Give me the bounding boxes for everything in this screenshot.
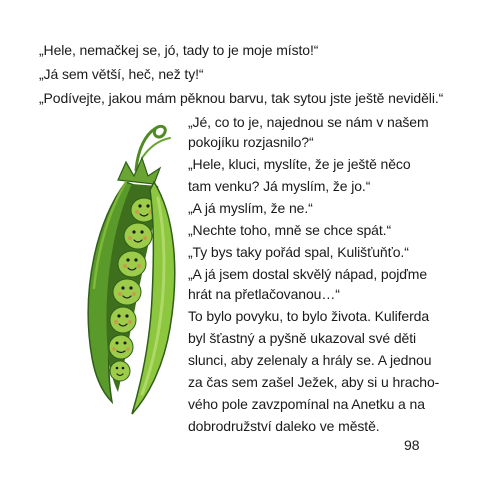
paragraph-line-3: slunci, aby zelenaly a hrály se. A jednou: [188, 352, 432, 368]
paragraph-line-1: To bylo povyku, to bylo života. Kuliferda: [188, 308, 430, 324]
dialogue-line-6: „Hele, kluci, myslíte, že je ještě něco: [188, 156, 411, 172]
dialogue-line-1: „Hele, nemačkej se, jó, tady to je moje místo!“: [39, 42, 319, 58]
paragraph-line-5: vého pole zavzpomínal na Anetku a na: [188, 396, 425, 412]
dialogue-line-12: hrát na přetlačovanou…“: [188, 286, 340, 302]
dialogue-line-11: „A já jsem dostal skvělý nápad, pojďme: [188, 266, 428, 282]
paragraph-line-4: za čas sem zašel Ježek, aby si u hracho-: [188, 374, 440, 390]
page-number: 98: [404, 437, 420, 453]
dialogue-line-2: „Já sem větší, heč, než ty!“: [39, 66, 204, 82]
paragraph-line-2: byl šťastný a pyšně ukazoval své děti: [188, 330, 417, 346]
paragraph-line-6: dobrodružství daleko ve městě.: [188, 418, 380, 434]
dialogue-line-10: „Ty bys taky pořád spal, Kulišťuňťo.“: [188, 244, 409, 260]
dialogue-line-5: pokojíku rozjasnilo?“: [188, 134, 314, 150]
dialogue-line-3: „Podívejte, jakou mám pěknou barvu, tak sytou jste ještě neviděli.“: [39, 90, 444, 106]
dialogue-line-7: tam venku? Já myslím, že jo.“: [188, 178, 371, 194]
dialogue-line-8: „A já myslím, že ne.“: [188, 200, 313, 216]
dialogue-line-4: „Jé, co to je, najednou se nám v našem: [188, 114, 429, 130]
pea-pod-illustration: [58, 118, 208, 418]
dialogue-line-9: „Nechte toho, mně se chce spát.“: [188, 222, 392, 238]
